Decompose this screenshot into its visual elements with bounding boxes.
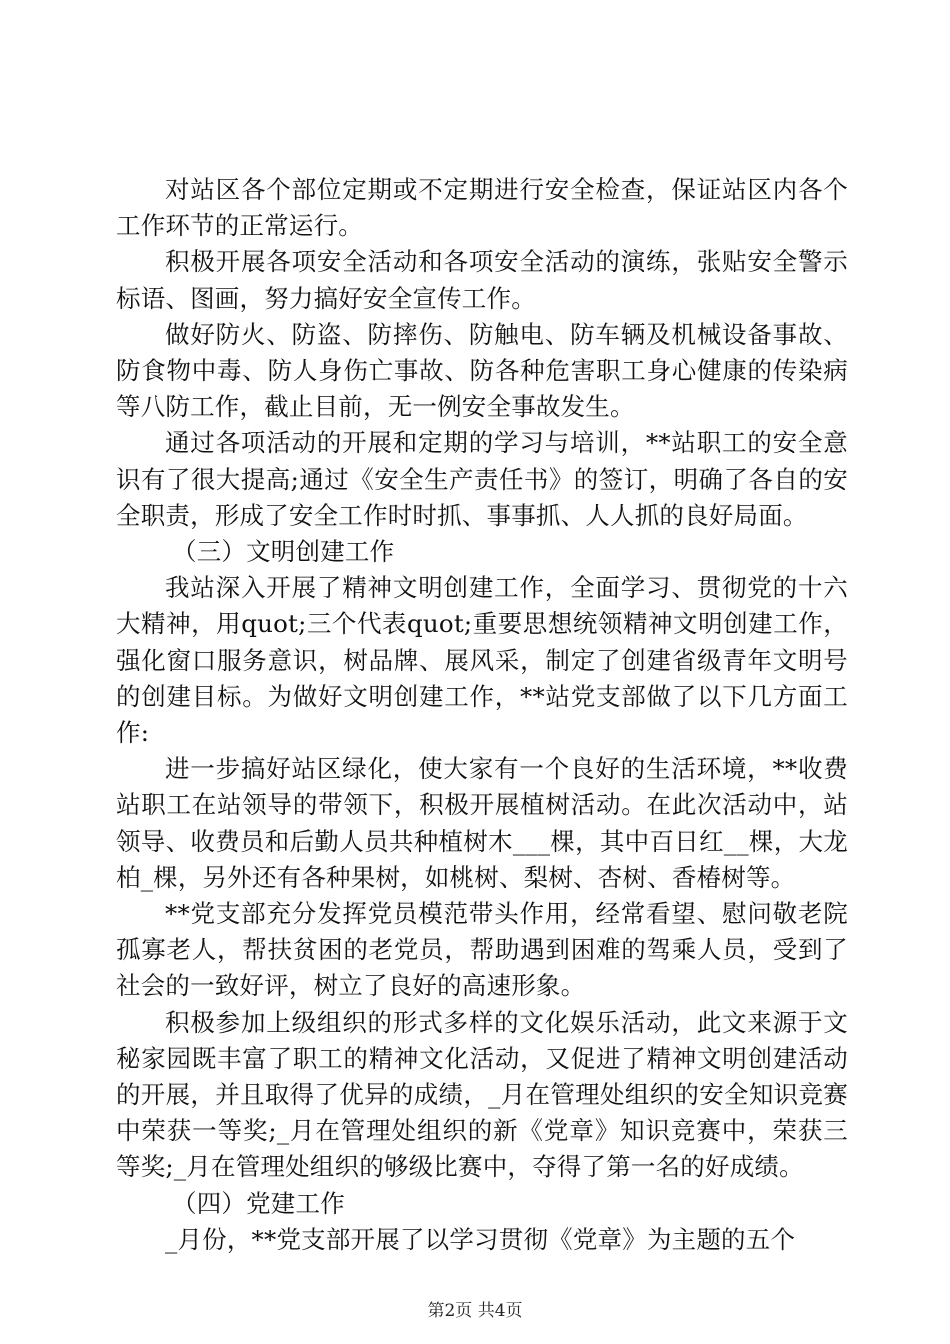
section-heading-civilization: （三）文明创建工作 bbox=[172, 537, 395, 567]
paragraph-cultural-activities: 积极参加上级组织的形式多样的文化娱乐活动，此文来源于文秘家园既丰富了职工的精神文化活动，又促进了精神文明创建活动的开展，并且取得了优异的成绩，_月在管理处组织的安全知识竞赛中荣获一等奖;_月在管理处组织的新《党章》知识竞赛中，荣获三等奖;_月在管理处组织的够级比赛中，夺得了第一名的好成绩。 bbox=[116, 1007, 848, 1182]
section-heading-party-building: （四）党建工作 bbox=[172, 1188, 345, 1218]
paragraph-party-model: **党支部充分发挥党员模范带头作用，经常看望、慰问敬老院孤寡老人，帮扶贫困的老党员，帮助遇到困难的驾乘人员，受到了社会的一致好评，树立了良好的高速形象。 bbox=[116, 899, 848, 1001]
paragraph-safety-activities: 积极开展各项安全活动和各项安全活动的演练，张贴安全警示标语、图画，努力搞好安全宣传工作。 bbox=[116, 247, 848, 313]
document-body bbox=[116, 172, 848, 1258]
paragraph-greening: 进一步搞好站区绿化，使大家有一个良好的生活环境，**收费站职工在站领导的带领下，积极开展植树活动。在此次活动中，站领导、收费员和后勤人员共种植树木___棵，其中百日红__棵，大龙柏_棵，另外还有各种果树，如桃树、梨树、杏树、香椿树等。 bbox=[116, 754, 848, 892]
paragraph-safety-awareness: 通过各项活动的开展和定期的学习与培训，**站职工的安全意识有了很大提高;通过《安全生产责任书》的签订，明确了各自的安全职责，形成了安全工作时时抓、事事抓、人人抓的良好局面。 bbox=[116, 428, 848, 530]
paragraph-eight-preventions: 做好防火、防盗、防摔伤、防触电、防车辆及机械设备事故、防食物中毒、防人身伤亡事故、防各种危害职工身心健康的传染病等八防工作，截止目前，无一例安全事故发生。 bbox=[116, 319, 848, 422]
paragraph-safety-inspection: 对站区各个部位定期或不定期进行安全检查，保证站区内各个工作环节的正常运行。 bbox=[116, 175, 848, 241]
page-footer: 第2页 共4页 bbox=[427, 1301, 523, 1321]
paragraph-party-building: _月份，**党支部开展了以学习贯彻《党章》为主题的五个 bbox=[165, 1224, 796, 1254]
paragraph-civilization-intro: 我站深入开展了精神文明创建工作，全面学习、贯彻党的十六大精神，用quot;三个代表quot;重要思想统领精神文明创建工作，强化窗口服务意识，树品牌、展风采，制定了创建省级青年文明号的创建目标。为做好文明创建工作，**站党支部做了以下几方面工作: bbox=[116, 573, 848, 748]
